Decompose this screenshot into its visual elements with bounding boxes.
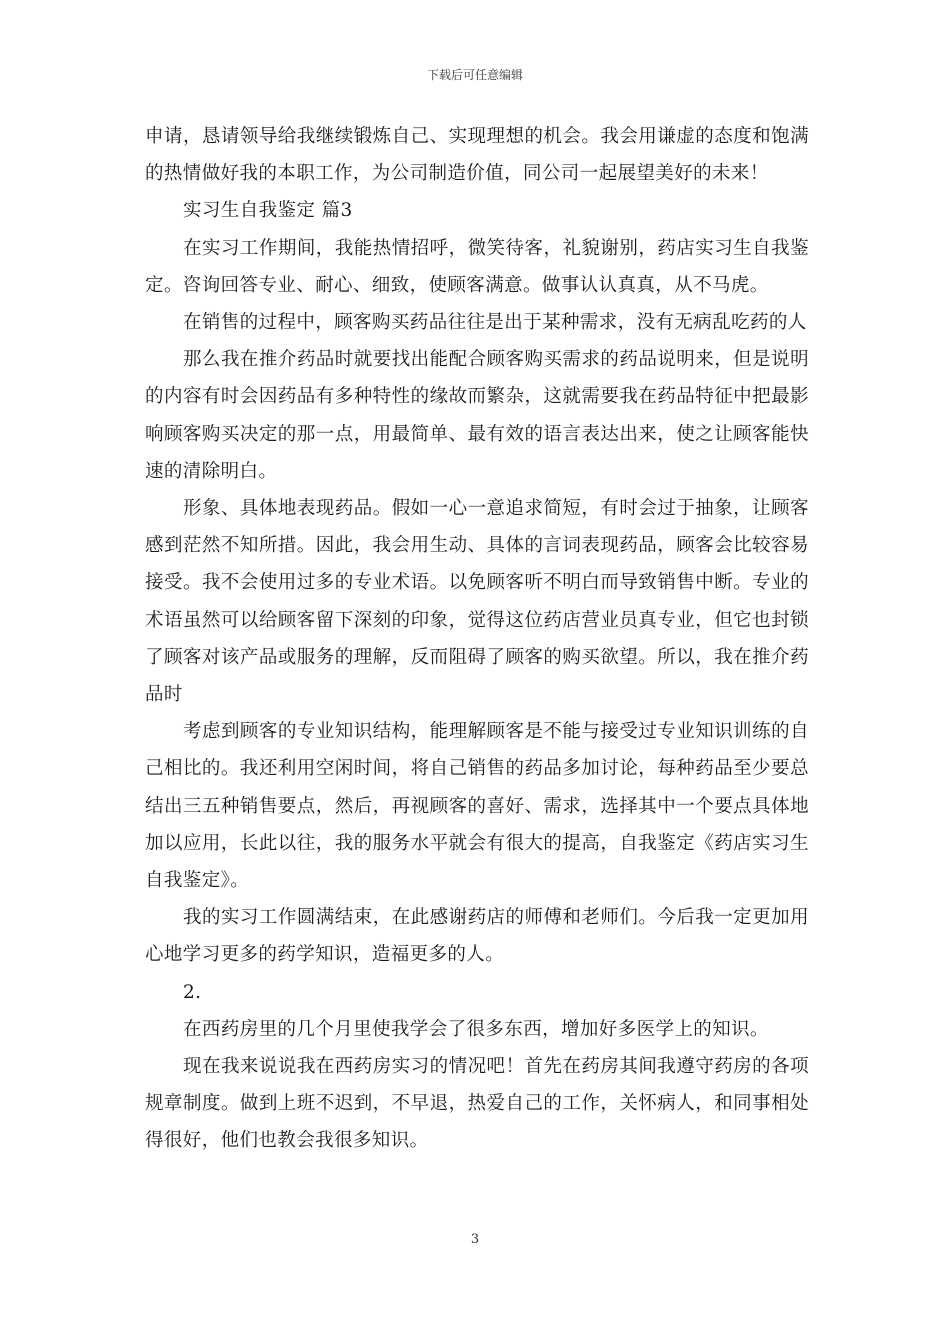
section-heading: 实习生自我鉴定 篇3 — [183, 200, 353, 222]
paragraph: 考虑到顾客的专业知识结构，能理解顾客是不能与接受过专业知识训练的自己相比的。我还利用空闲时间，将自己销售的药品多加讨论，每种药品至少要总结出三五种销售要点，然后，再视顾客的喜好、需求，选择其中一个要点具体地加以应用，长此以往，我的服务水平就会有很大的提高，自我鉴定《药店实习生自我鉴定》。 — [145, 721, 809, 892]
document-body — [145, 118, 809, 1160]
paragraph: 那么我在推介药品时就要找出能配合顾客购买需求的药品说明来，但是说明的内容有时会因药品有多种特性的缘故而繁杂，这就需要我在药品特征中把最影响顾客购买决定的那一点，用最简单、最有效的语言表达出来，使之让顾客能快速的清除明白。 — [145, 349, 809, 482]
paragraph: 在实习工作期间，我能热情招呼，微笑待客，礼貌谢别，药店实习生自我鉴定。咨询回答专业、耐心、细致，使顾客满意。做事认认真真，从不马虎。 — [145, 237, 809, 296]
paragraph: 申请，恳请领导给我继续锻炼自己、实现理想的机会。我会用谦虚的态度和饱满的热情做好我的本职工作，为公司制造价值，同公司一起展望美好的未来！ — [145, 126, 809, 185]
paragraph: 在销售的过程中，顾客购买药品往往是出于某种需求，没有无病乱吃药的人 — [183, 312, 807, 334]
section-number: 2. — [183, 981, 202, 1003]
page-number: 3 — [470, 1232, 480, 1247]
page-header: 下载后可任意编辑 — [426, 68, 523, 82]
paragraph: 在西药房里的几个月里使我学会了很多东西，增加好多医学上的知识。 — [183, 1018, 769, 1040]
paragraph: 现在我来说说我在西药房实习的情况吧！首先在药房其间我遵守药房的各项规章制度。做到上班不迟到，不早退，热爱自己的工作，关怀病人，和同事相处得很好，他们也教会我很多知识。 — [145, 1056, 809, 1152]
paragraph: 我的实习工作圆满结束，在此感谢药店的师傅和老师们。今后我一定更加用心地学习更多的药学知识，造福更多的人。 — [145, 907, 809, 966]
paragraph: 形象、具体地表现药品。假如一心一意追求简短，有时会过于抽象，让顾客感到茫然不知所措。因此，我会用生动、具体的言词表现药品，顾客会比较容易接受。我不会使用过多的专业术语。以免顾客听不明白而导致销售中断。专业的术语虽然可以给顾客留下深刻的印象，觉得这位药店营业员真专业，但它也封锁了顾客对该产品或服务的理解，反而阻碍了顾客的购买欲望。所以，我在推介药品时 — [145, 498, 809, 706]
